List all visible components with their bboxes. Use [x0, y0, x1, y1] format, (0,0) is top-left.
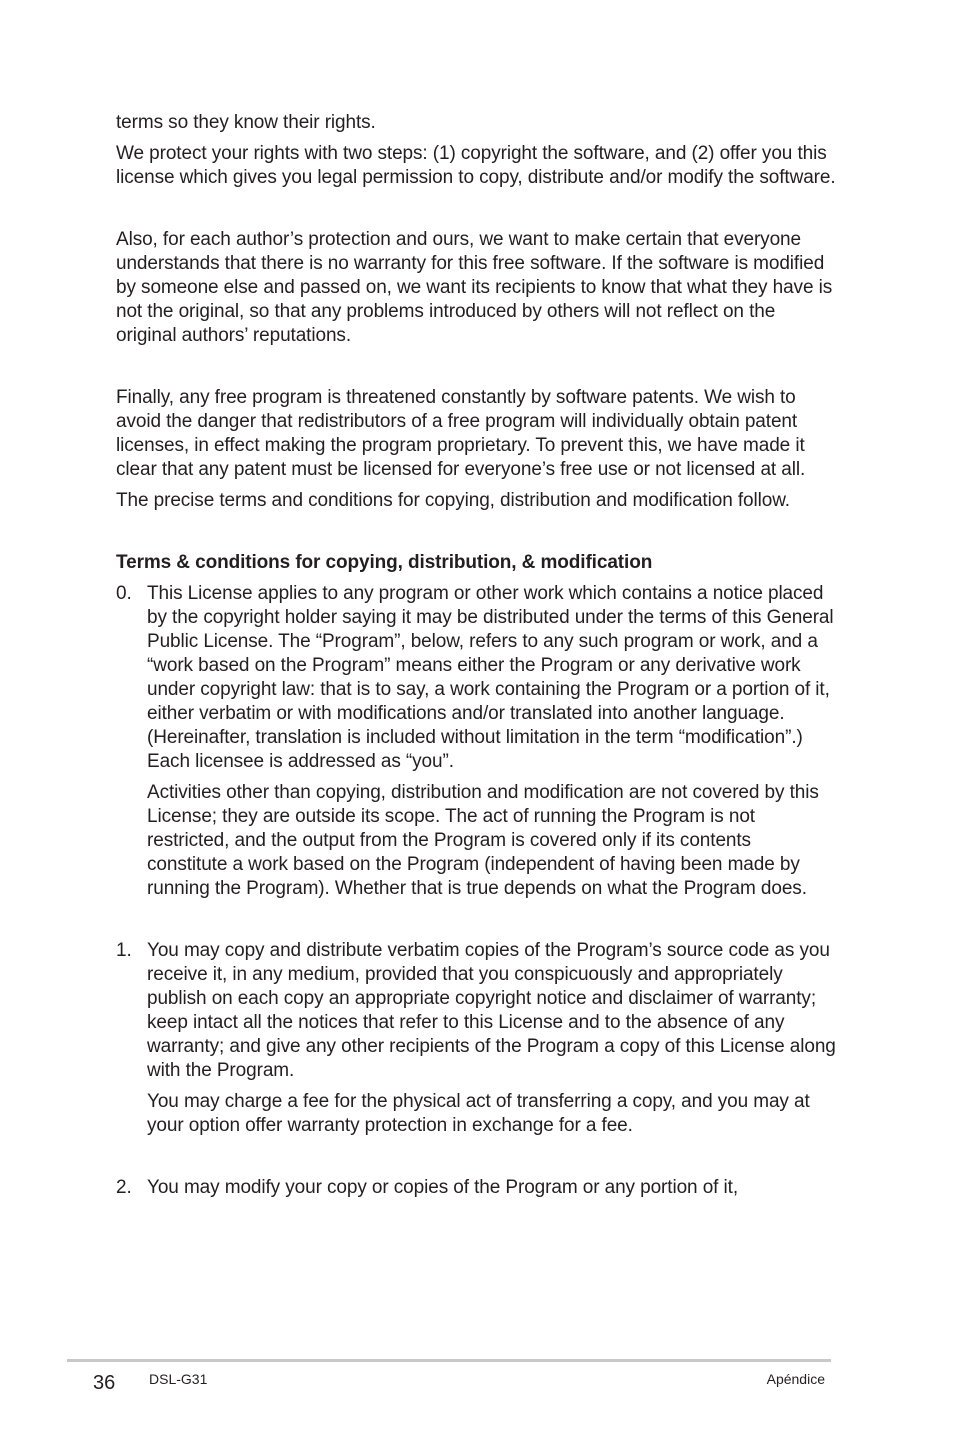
list-item-text: This License applies to any program or other work which contains a notice placed by the copyright holder saying it may be distributed under the terms of this General Public License. The “Program”, below, refers to any such program or work, and a “work based on the Program” means either the Program or any derivative work under copyright law: that is to say, a work containing the Program or a portion of it, either verbatim or with modifications and/or translated into another language. (Hereinafter, translation is included without limitation in the term “modification”.) Each licensee is addressed as “you”.: [147, 583, 834, 772]
list-item-0: [116, 582, 836, 774]
list-item-text: You may copy and distribute verbatim copies of the Program’s source code as you receive it, in any medium, provided that you conspicuously and appropriately publish on each copy an appropriate copyright notice and disclaimer of warranty; keep intact all the notices that refer to this License and to the absence of any warranty; and give any other recipients of the Program a copy of this License along with the Program.: [147, 940, 836, 1081]
footer-section-name: Apéndice: [766, 1371, 825, 1387]
section-heading: Terms & conditions for copying, distribution, & modification: [116, 552, 653, 573]
list-item-1-continuation: You may charge a fee for the physical act of transferring a copy, and you may at your option offer warranty protection in exchange for a fee.: [147, 1091, 810, 1136]
document-body: [116, 111, 836, 1200]
paragraph-protect-rights: We protect your rights with two steps: (1) copyright the software, and (2) offer you this license which gives you legal permission to copy, distribute and/or modify the software.: [116, 143, 836, 188]
list-item-text: You may modify your copy or copies of the Program or any portion of it,: [147, 1177, 738, 1198]
list-item-1: [116, 939, 836, 1083]
page-number: 36: [93, 1372, 116, 1394]
paragraph-author-protection: Also, for each author’s protection and ours, we want to make certain that everyone understands that there is no warranty for this free software. If the software is modified by someone else and passed on, we want its recipients to know that what they have is not the original, so that any problems introduced by others will not reflect on the original authors’ reputations.: [116, 229, 833, 346]
list-item-number: 2.: [116, 1177, 132, 1198]
list-item-number: 0.: [116, 583, 132, 604]
list-item-0-continuation: Activities other than copying, distribution and modification are not covered by this License; they are outside its scope. The act of running the Program is not restricted, and the output from the Program is covered only if its contents constitute a work based on the Program (independent of having been made by running the Program). Whether that is true depends on what the Program does.: [147, 782, 819, 899]
footer-divider: [67, 1359, 831, 1362]
paragraph-precise-terms: The precise terms and conditions for copying, distribution and modification follow.: [116, 490, 790, 511]
paragraph-intro-continued: terms so they know their rights.: [116, 112, 376, 133]
list-item-number: 1.: [116, 940, 132, 961]
paragraph-software-patents: Finally, any free program is threatened constantly by software patents. We wish to avoid the danger that redistributors of a free program will individually obtain patent licenses, in effect making the program proprietary. To prevent this, we have made it clear that any patent must be licensed for everyone’s free use or not licensed at all.: [116, 387, 806, 480]
footer-model-name: DSL-G31: [149, 1371, 208, 1387]
list-item-2: [116, 1176, 836, 1200]
